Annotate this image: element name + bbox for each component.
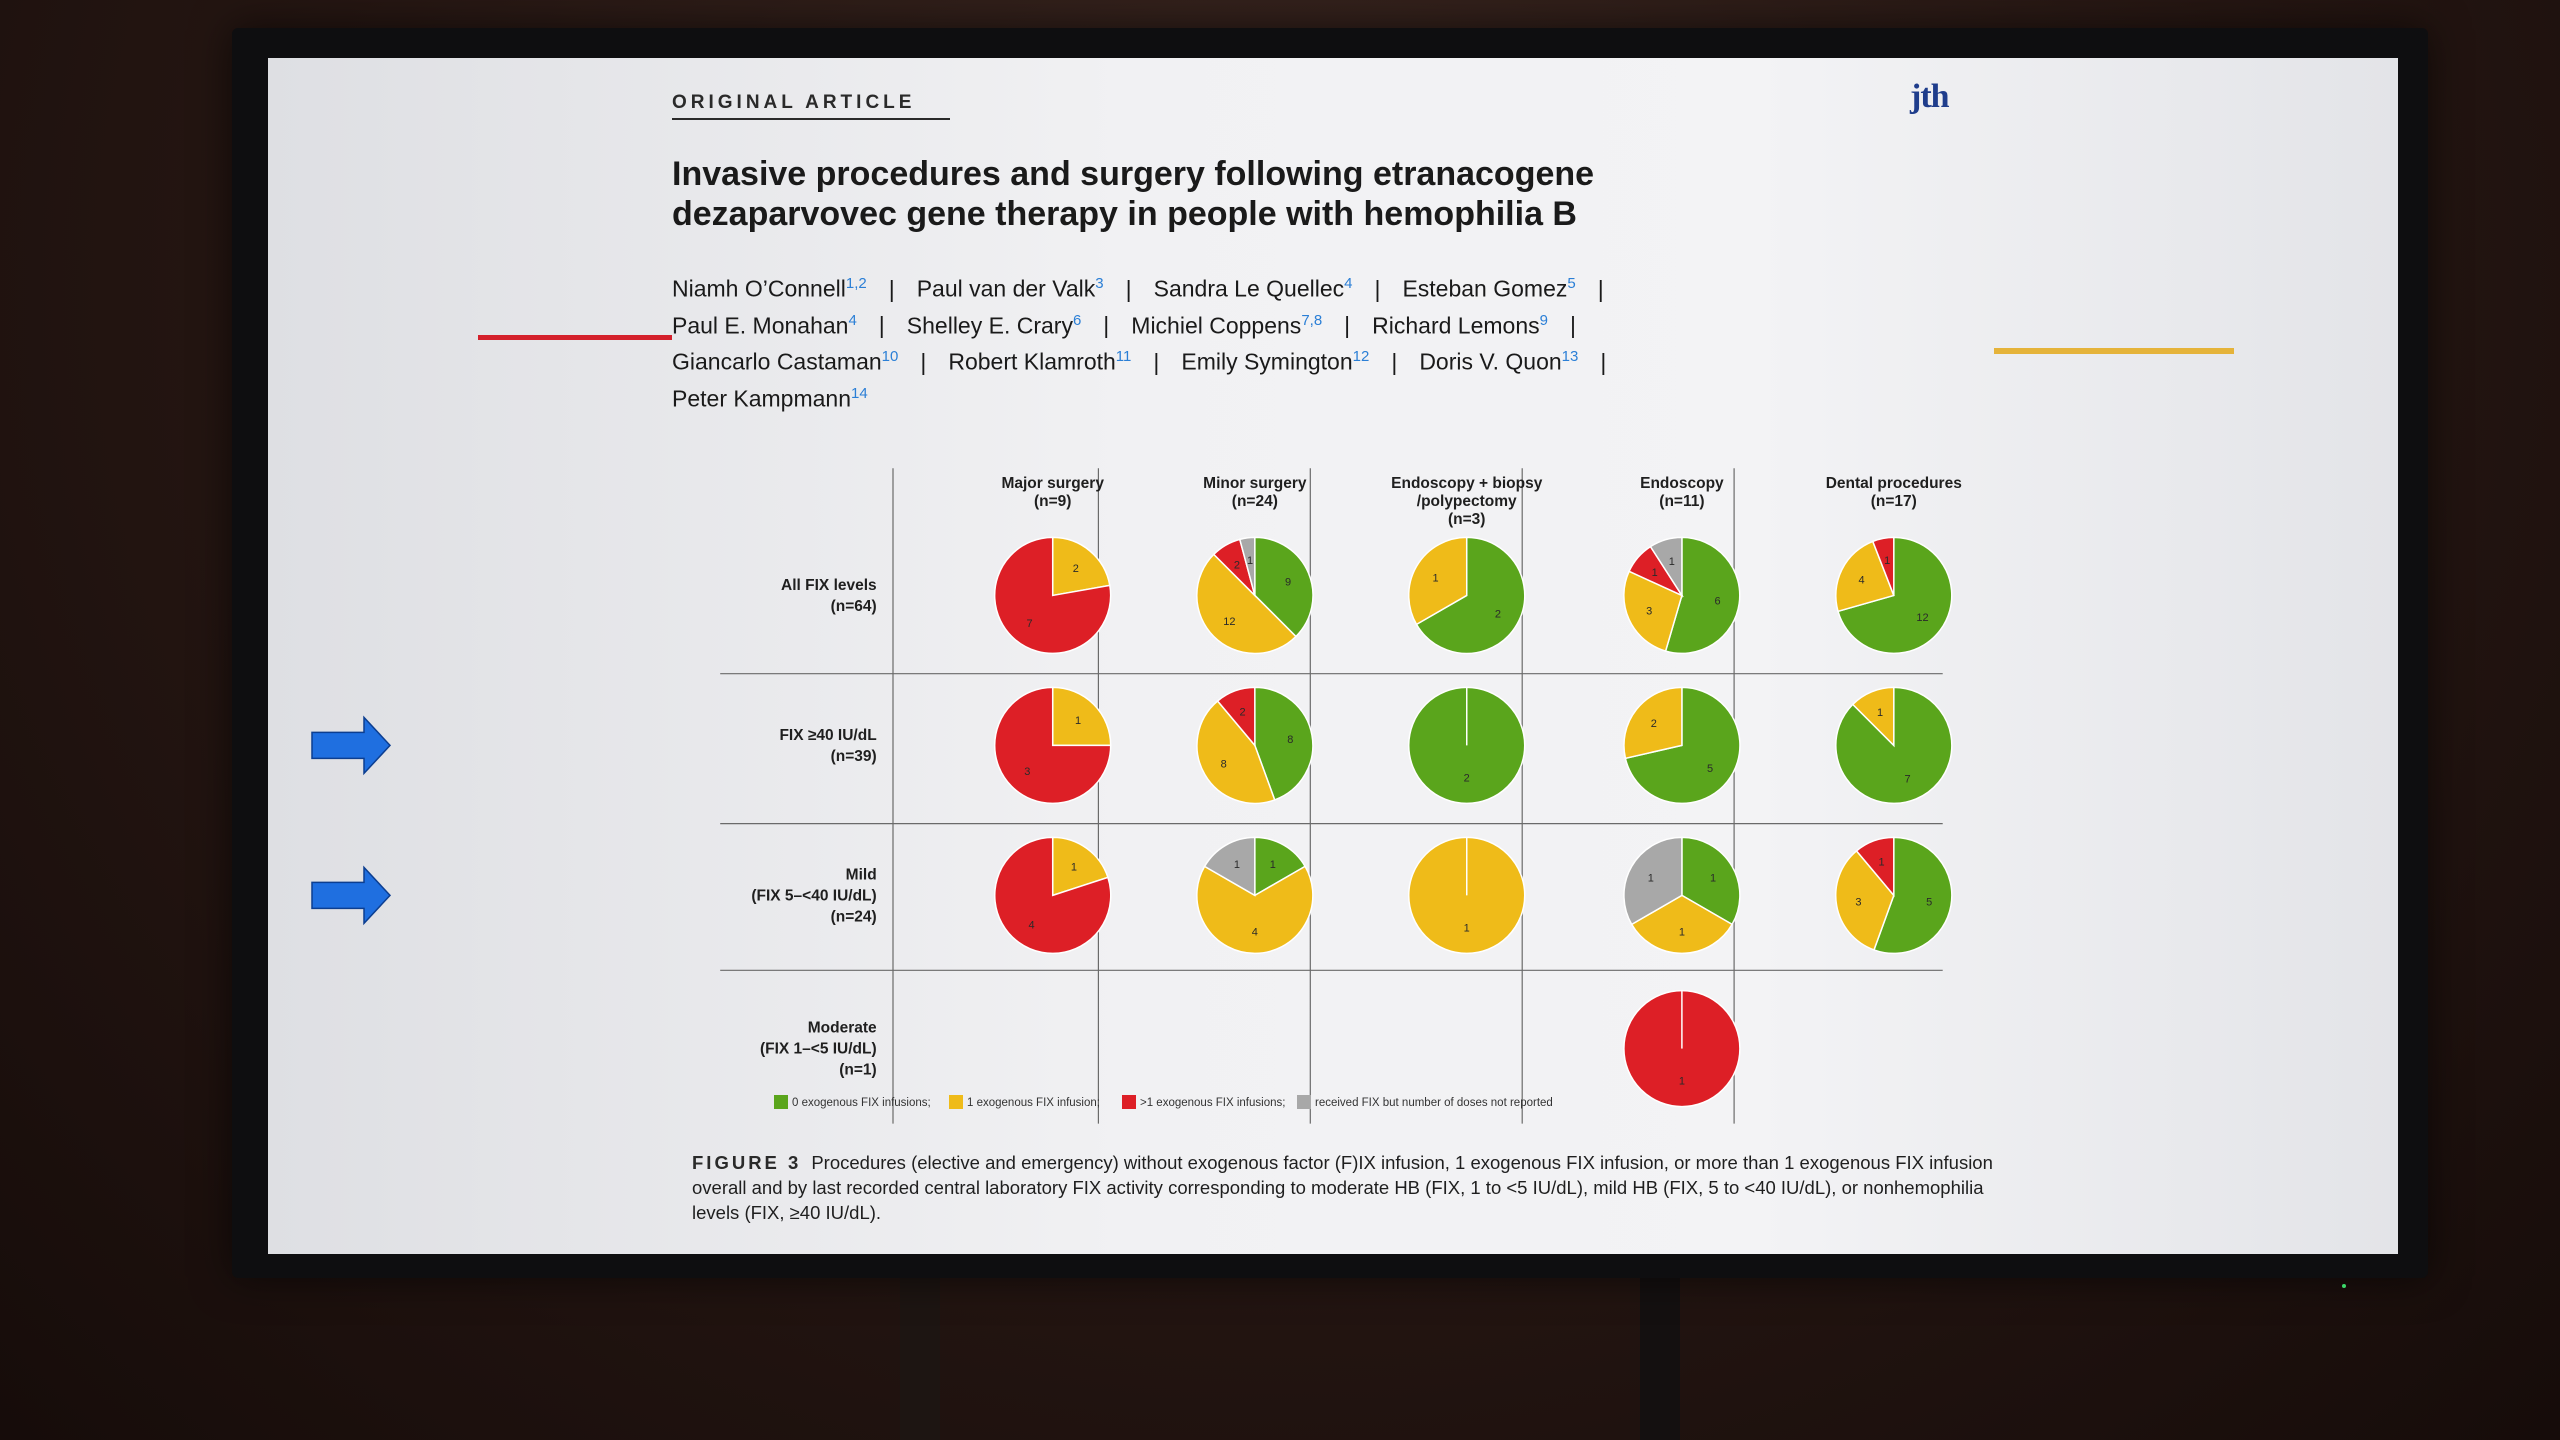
section-label: ORIGINAL ARTICLE: [672, 92, 916, 113]
column-header: (n=9): [1033, 492, 1072, 510]
pie-slice-label: 2: [1072, 562, 1079, 575]
row-header: All FIX levels: [781, 576, 877, 594]
pie-slice-label: 12: [1223, 615, 1236, 628]
author-separator: |: [1597, 275, 1604, 302]
column-header: /polypectomy: [1416, 492, 1517, 510]
pie-slice-label: 7: [1904, 773, 1911, 786]
pie-slice-label: 2: [1494, 608, 1501, 621]
column-header: Dental procedures: [1825, 474, 1962, 492]
monitor-stand-right: [1640, 1270, 1680, 1440]
author-separator: |: [878, 312, 885, 339]
author-name: Michiel Coppens: [1131, 312, 1302, 339]
pie-slice: [1053, 687, 1111, 745]
author-separator: |: [1153, 348, 1160, 375]
pie-slice-label: 12: [1916, 612, 1929, 625]
pie-slice-label: 1: [1233, 859, 1240, 872]
author-name: Robert Klamroth: [948, 348, 1116, 375]
pie-slice-label: 1: [1668, 555, 1675, 568]
author-affiliation: 1,2: [845, 275, 867, 292]
legend-swatch: [774, 1095, 788, 1109]
column-header: (n=24): [1231, 492, 1278, 510]
pie-slice-label: 1: [1878, 856, 1885, 869]
pie-slice-label: 4: [1858, 574, 1865, 587]
caption-text: Procedures (elective and emergency) without exogenous factor (F)IX infusion, 1 exogenous FIX infusion, or more than 1 exogenous FIX infusion overall and by last recorded central laboratory FIX activity corresponding to moderate HB (FIX, 1 to <5 IU/dL), mild HB (FIX, 5 to <40 IU/dL), or nonhemophilia levels (FIX, ≥40 IU/dL).: [692, 1152, 1993, 1223]
pie-slice-label: 6: [1714, 595, 1721, 608]
author-name: Richard Lemons: [1372, 312, 1540, 339]
column-header: Minor surgery: [1203, 474, 1307, 492]
pie-slice-label: 1: [1678, 1075, 1685, 1088]
author-affiliation: 5: [1567, 275, 1576, 292]
column-header: Major surgery: [1001, 474, 1104, 492]
author-name: Sandra Le Quellec: [1153, 275, 1345, 302]
pie-slice-label: 8: [1220, 758, 1227, 771]
caption-label: FIGURE 3: [692, 1152, 802, 1173]
author-affiliation: 11: [1115, 348, 1132, 366]
author-separator: |: [888, 275, 895, 302]
row-header: (FIX 1–<5 IU/dL): [759, 1040, 877, 1058]
author-affiliation: 10: [881, 348, 899, 366]
pie-slice-label: 1: [1651, 566, 1658, 579]
pie-slice-label: 3: [1855, 896, 1862, 909]
author-affiliation: 12: [1352, 348, 1370, 366]
column-header: Endoscopy + biopsy: [1391, 474, 1543, 492]
column-header: (n=11): [1659, 492, 1705, 510]
author-name: Paul van der Valk: [916, 275, 1096, 302]
author-separator: |: [1569, 312, 1576, 339]
author-name: Niamh O’Connell: [672, 275, 846, 302]
legend-swatch: [1297, 1095, 1311, 1109]
author-affiliation: 14: [850, 384, 868, 402]
legend-label: 0 exogenous FIX infusions;: [792, 1097, 931, 1109]
author-separator: |: [920, 348, 927, 375]
legend-swatch: [949, 1095, 963, 1109]
author-affiliation: 3: [1095, 275, 1104, 292]
author-affiliation: 6: [1072, 311, 1082, 329]
power-led-icon: [2342, 1284, 2346, 1288]
figure-caption: [692, 1150, 2012, 1225]
author-name: Peter Kampmann: [672, 385, 851, 412]
journal-logo-text: jth: [1910, 78, 1949, 115]
legend-label: >1 exogenous FIX infusions;: [1140, 1097, 1286, 1109]
row-header: Moderate: [807, 1019, 877, 1037]
author-affiliation: 13: [1561, 348, 1579, 366]
blue-arrow-icon: [312, 867, 390, 923]
author-name: Giancarlo Castaman: [672, 348, 882, 375]
figure-pie-grid: [268, 58, 2398, 1254]
pie-slice-label: 2: [1233, 559, 1240, 572]
author-separator: |: [1374, 275, 1381, 302]
pie-slice-label: 2: [1650, 718, 1657, 730]
pie-slice-label: 3: [1024, 765, 1031, 778]
pie-slice-label: 1: [1709, 872, 1717, 885]
column-header: (n=17): [1870, 492, 1917, 510]
pie-slice-label: 8: [1287, 734, 1294, 747]
column-header: Endoscopy: [1640, 474, 1724, 492]
pie-slice-label: 4: [1251, 926, 1258, 939]
author-affiliation: 7,8: [1301, 311, 1323, 329]
blue-arrow-icon: [312, 717, 390, 773]
legend-label: 1 exogenous FIX infusion;: [967, 1097, 1100, 1109]
row-header: (n=64): [830, 597, 877, 615]
monitor-stand-left: [900, 1270, 940, 1440]
author-name: Emily Symington: [1181, 348, 1353, 375]
pie-slice-label: 1: [1070, 861, 1077, 874]
pie-slice-label: 1: [1269, 859, 1276, 872]
pie-slice-label: 1: [1678, 926, 1685, 939]
row-header: (n=1): [839, 1061, 877, 1079]
pie-slice-label: 1: [1647, 872, 1654, 885]
pie-slice-label: 1: [1876, 707, 1884, 720]
pie-slice-label: 5: [1706, 762, 1714, 775]
author-affiliation: 9: [1539, 311, 1548, 329]
title-line-2: dezaparvovec gene therapy in people with hemophilia B: [672, 195, 1577, 233]
presentation-slide: [268, 58, 2398, 1254]
author-affiliation: 4: [848, 311, 857, 329]
title-line-1: Invasive procedures and surgery following etranacogene: [672, 155, 1595, 193]
legend-swatch: [1122, 1095, 1136, 1109]
row-header: (FIX 5–<40 IU/dL): [751, 887, 877, 905]
row-header: FIX ≥40 IU/dL: [779, 726, 877, 744]
row-header: (n=39): [830, 747, 877, 765]
pie-slice-label: 2: [1239, 706, 1246, 719]
pie-slice-label: 3: [1646, 605, 1653, 618]
author-separator: |: [1103, 312, 1110, 339]
row-header: (n=24): [830, 908, 877, 926]
author-separator: |: [1125, 275, 1132, 302]
legend-label: received FIX but number of doses not reported: [1315, 1097, 1553, 1109]
pie-slice-label: 1: [1075, 715, 1082, 727]
pie-slice-label: 7: [1026, 618, 1033, 630]
pie-slice-label: 4: [1028, 919, 1035, 932]
pie-slice-label: 5: [1926, 896, 1933, 909]
column-header: (n=3): [1448, 510, 1486, 528]
pie-slice-label: 1: [1884, 555, 1891, 568]
author-separator: |: [1391, 348, 1398, 375]
pie-slice-label: 2: [1463, 772, 1470, 785]
pie-slice-label: 9: [1285, 576, 1292, 589]
author-separator: |: [1344, 312, 1351, 339]
row-header: Mild: [845, 866, 877, 884]
author-name: Shelley E. Crary: [906, 312, 1073, 339]
author-affiliation: 4: [1344, 275, 1353, 292]
author-name: Paul E. Monahan: [672, 312, 849, 339]
author-name: Doris V. Quon: [1419, 348, 1562, 375]
pie-slice-label: 1: [1463, 922, 1470, 935]
author-separator: |: [1600, 348, 1607, 375]
author-name: Esteban Gomez: [1402, 275, 1568, 302]
pie-slice-label: 1: [1247, 554, 1254, 567]
pie-slice-label: 1: [1432, 572, 1439, 585]
